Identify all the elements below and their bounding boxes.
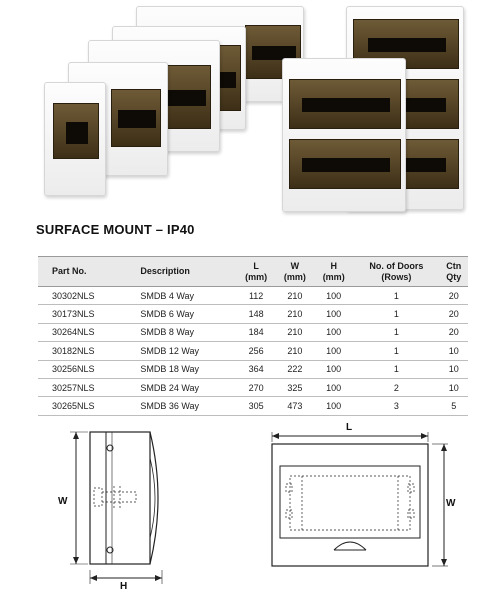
cell-ctn-qty: 10 [440, 378, 468, 396]
cell-part-no: 30265NLS [38, 397, 122, 415]
cell-width: 325 [276, 378, 315, 396]
cell-part-no: 30257NLS [38, 378, 122, 396]
cell-description: SMDB 36 Way [122, 397, 236, 415]
table-row [38, 323, 468, 341]
cell-doors: 1 [353, 305, 440, 323]
cell-height: 100 [314, 323, 353, 341]
cell-doors: 2 [353, 378, 440, 396]
cell-doors: 1 [353, 342, 440, 360]
table-row [38, 342, 468, 360]
enclosure-24-way [282, 58, 406, 212]
cell-description: SMDB 18 Way [122, 360, 236, 378]
cell-description: SMDB 24 Way [122, 378, 236, 396]
cell-part-no: 30264NLS [38, 323, 122, 341]
cell-width: 473 [276, 397, 315, 415]
cell-length: 256 [237, 342, 276, 360]
cell-ctn-qty: 20 [440, 287, 468, 305]
cell-width: 222 [276, 360, 315, 378]
cell-part-no: 30182NLS [38, 342, 122, 360]
cell-height: 100 [314, 397, 353, 415]
cell-height: 100 [314, 342, 353, 360]
table-row [38, 397, 468, 415]
cell-width: 210 [276, 287, 315, 305]
table-header-row [38, 257, 468, 287]
front-view-drawing [262, 418, 458, 574]
front-width-label: W [446, 498, 456, 509]
col-header-ctn-qty: Ctn Qty [440, 257, 468, 287]
cell-width: 210 [276, 323, 315, 341]
front-length-label: L [346, 422, 353, 433]
cell-length: 305 [237, 397, 276, 415]
cell-width: 210 [276, 305, 315, 323]
table-row [38, 360, 468, 378]
cell-description: SMDB 8 Way [122, 323, 236, 341]
cell-description: SMDB 4 Way [122, 287, 236, 305]
col-header-width: W (mm) [276, 257, 315, 287]
cell-part-no: 30173NLS [38, 305, 122, 323]
cell-doors: 1 [353, 360, 440, 378]
col-header-part-no: Part No. [38, 257, 122, 287]
col-header-description: Description [122, 257, 236, 287]
cell-height: 100 [314, 305, 353, 323]
cell-ctn-qty: 20 [440, 323, 468, 341]
cell-ctn-qty: 20 [440, 305, 468, 323]
cell-ctn-qty: 5 [440, 397, 468, 415]
col-header-length: L (mm) [237, 257, 276, 287]
enclosure-4-way [44, 82, 106, 196]
col-header-doors: No. of Doors (Rows) [353, 257, 440, 287]
table-row [38, 378, 468, 396]
cell-description: SMDB 6 Way [122, 305, 236, 323]
table-row [38, 287, 468, 305]
col-header-height: H (mm) [314, 257, 353, 287]
cell-length: 270 [237, 378, 276, 396]
cell-length: 184 [237, 323, 276, 341]
cell-length: 112 [237, 287, 276, 305]
side-view-drawing [54, 424, 174, 590]
table-body [38, 287, 468, 416]
cell-ctn-qty: 10 [440, 360, 468, 378]
cell-length: 364 [237, 360, 276, 378]
side-height-label: H [120, 581, 128, 590]
product-photo [30, 0, 470, 212]
cell-length: 148 [237, 305, 276, 323]
cell-width: 210 [276, 342, 315, 360]
section-title: SURFACE MOUNT – IP40 [36, 222, 195, 237]
cell-description: SMDB 12 Way [122, 342, 236, 360]
cell-ctn-qty: 10 [440, 342, 468, 360]
cell-part-no: 30302NLS [38, 287, 122, 305]
cell-doors: 3 [353, 397, 440, 415]
table-row [38, 305, 468, 323]
cell-height: 100 [314, 360, 353, 378]
cell-part-no: 30256NLS [38, 360, 122, 378]
cell-height: 100 [314, 287, 353, 305]
side-width-label: W [58, 496, 68, 507]
cell-doors: 1 [353, 323, 440, 341]
spec-table [38, 256, 468, 416]
cell-height: 100 [314, 378, 353, 396]
cell-doors: 1 [353, 287, 440, 305]
